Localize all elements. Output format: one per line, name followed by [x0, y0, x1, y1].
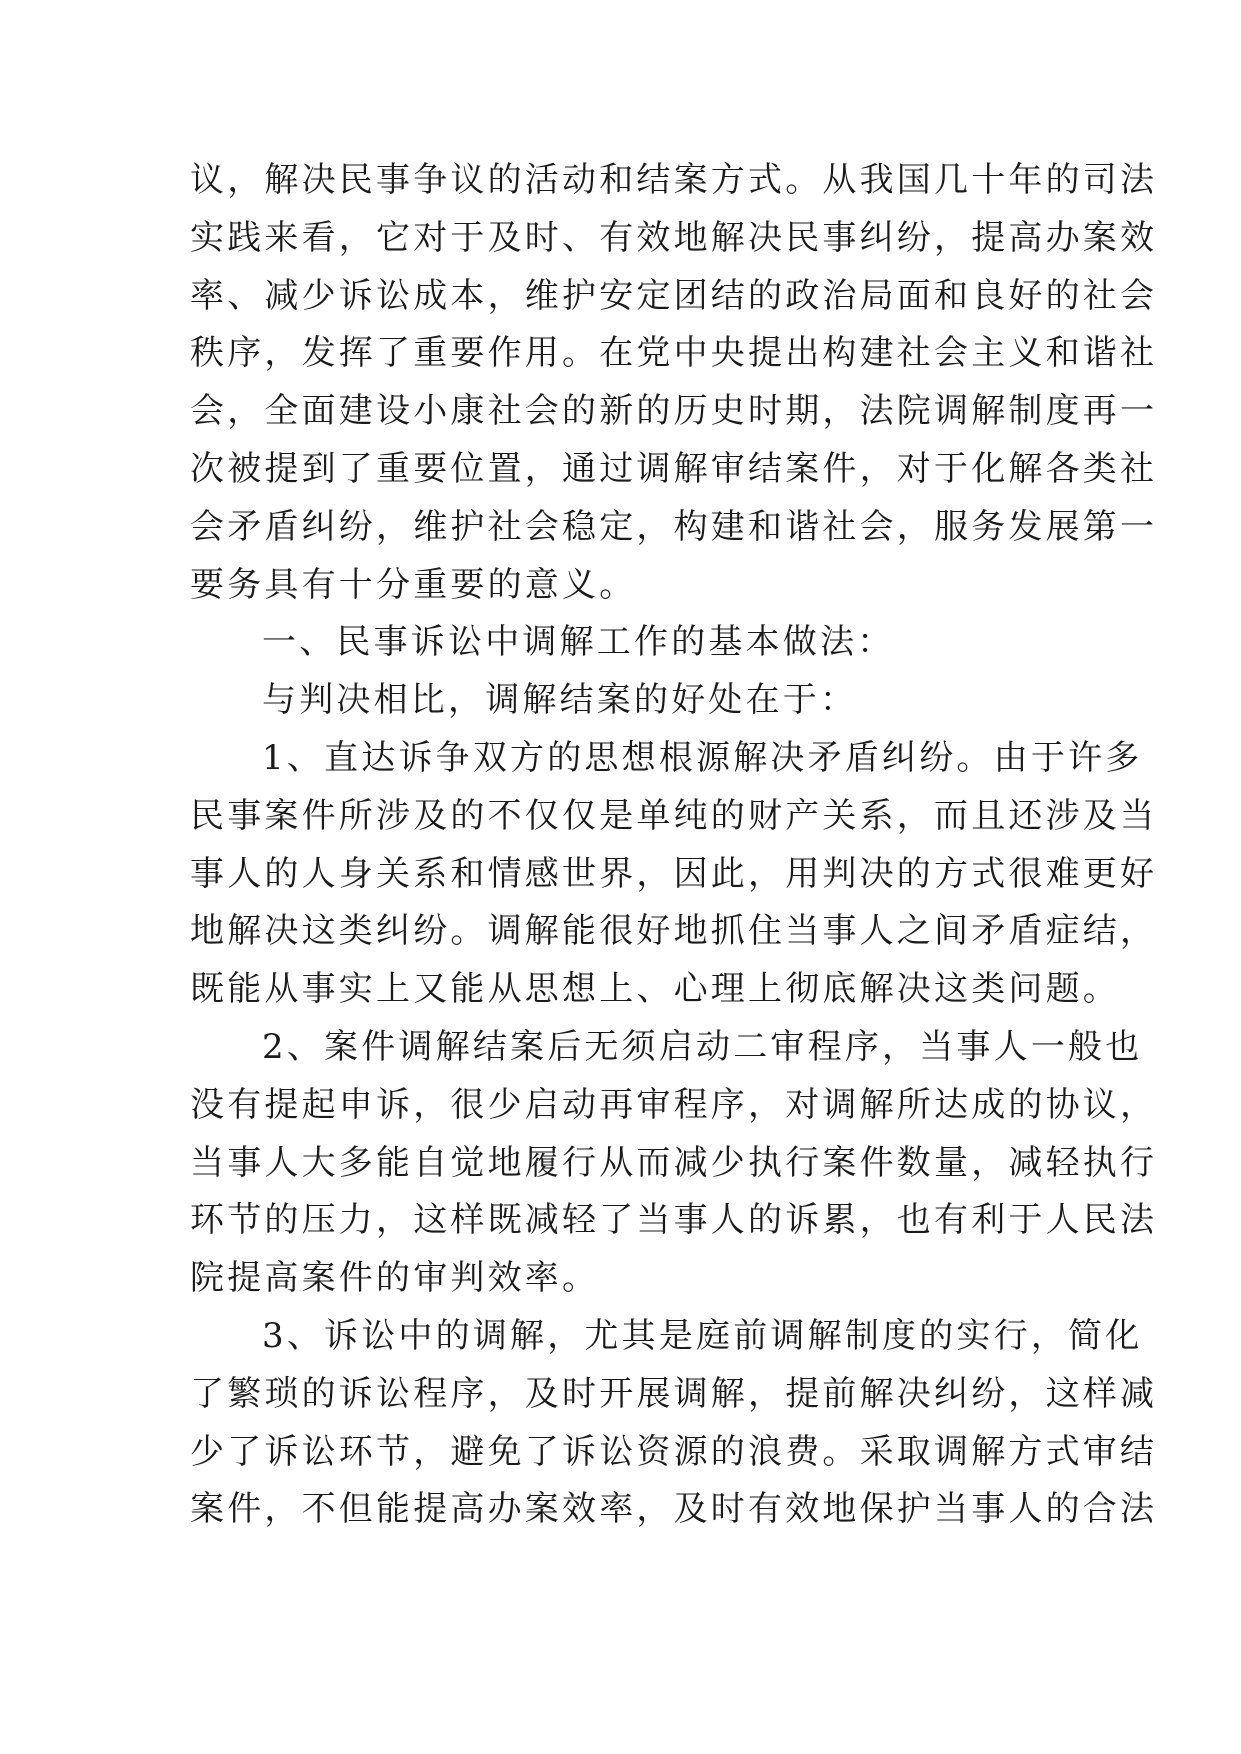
text-line: 会，全面建设小康社会的新的历史时期，法院调解制度再一	[190, 391, 1158, 432]
text-line: 既能从事实上又能从思想上、心理上彻底解决这类问题。	[190, 969, 1120, 1010]
text-line: 3、诉讼中的调解，尤其是庭前调解制度的实行，简化	[262, 1315, 1143, 1356]
text-line: 实践来看，它对于及时、有效地解决民事纠纷，提高办案效	[190, 217, 1158, 258]
text-line: 环节的压力，这样既减轻了当事人的诉累，也有利于人民法	[190, 1200, 1158, 1241]
text-line: 院提高案件的审判效率。	[190, 1258, 600, 1299]
text-line: 了繁琐的诉讼程序，及时开展调解，提前解决纠纷，这样减	[190, 1373, 1158, 1414]
text-line: 一、民事诉讼中调解工作的基本做法：	[262, 622, 895, 663]
text-line: 当事人大多能自觉地履行从而减少执行案件数量，减轻执行	[190, 1142, 1158, 1183]
text-line: 1、直达诉争双方的思想根源解决矛盾纠纷。由于许多	[262, 737, 1143, 778]
text-line: 地解决这类纠纷。调解能很好地抓住当事人之间矛盾症结，	[190, 911, 1158, 952]
text-line: 少了诉讼环节，避免了诉讼资源的浪费。采取调解方式审结	[190, 1431, 1158, 1472]
text-line: 会矛盾纠纷，维护社会稳定，构建和谐社会，服务发展第一	[190, 506, 1158, 547]
text-line: 案件，不但能提高办案效率，及时有效地保护当事人的合法	[190, 1489, 1158, 1530]
text-line: 次被提到了重要位置，通过调解审结案件，对于化解各类社	[190, 448, 1158, 489]
text-line: 没有提起申诉，很少启动再审程序，对调解所达成的协议，	[190, 1084, 1158, 1125]
text-line: 要务具有十分重要的意义。	[190, 564, 637, 605]
text-line: 事人的人身关系和情感世界，因此，用判决的方式很难更好	[190, 853, 1158, 894]
text-line: 与判决相比，调解结案的好处在于：	[262, 680, 858, 721]
text-line: 秩序，发挥了重要作用。在党中央提出构建社会主义和谐社	[190, 333, 1158, 374]
text-line: 民事案件所涉及的不仅仅是单纯的财产关系，而且还涉及当	[190, 795, 1158, 836]
body-text	[190, 152, 1158, 1539]
text-line: 议，解决民事争议的活动和结案方式。从我国几十年的司法	[190, 160, 1158, 200]
text-line: 2、案件调解结案后无须启动二审程序，当事人一般也	[262, 1026, 1143, 1067]
text-line: 率、减少诉讼成本，维护安定团结的政治局面和良好的社会	[190, 275, 1158, 316]
